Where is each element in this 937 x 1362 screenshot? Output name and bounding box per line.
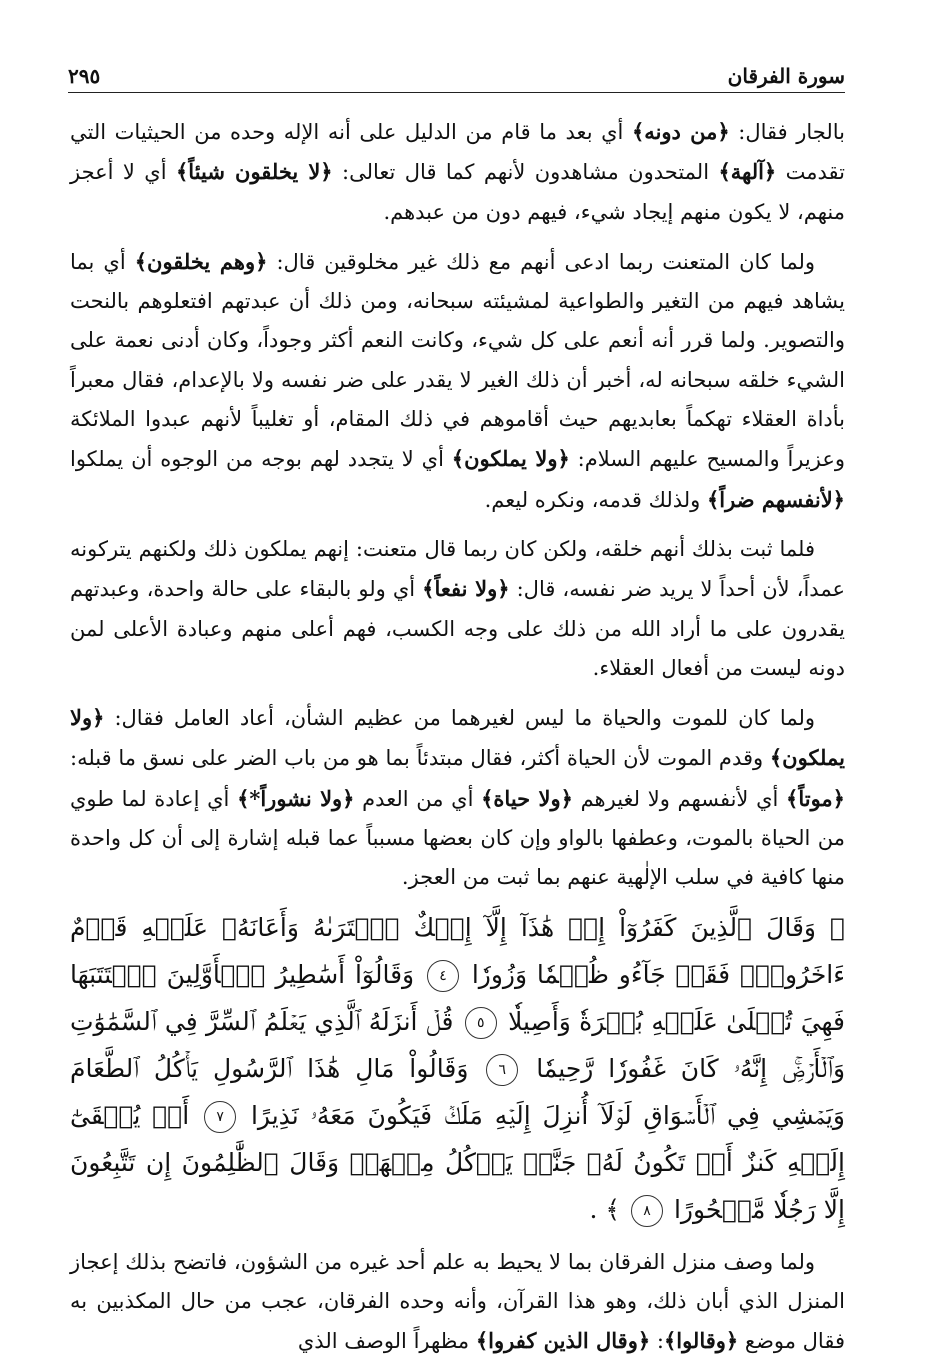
verse-8: أَوۡ يُلۡقَىٰٓ إِلَيۡهِ كَنزٌ أَوۡ تَكُونُ لَهُۥ جَنَّةٞ يَأۡكُلُ مِنۡهَاۚ وَقَالَ ٱلظَّٰلِمُونَ إِن تَتَّبِعُونَ إِلَّا رَجُلٗا مَّسۡحُورًا bbox=[70, 1100, 845, 1224]
paragraph-3 bbox=[70, 530, 845, 688]
quran-quote: ﴿ولا حياة﴾ bbox=[481, 785, 573, 811]
page-header bbox=[68, 58, 845, 93]
quran-quote: ﴿لأنفسهم ضراً﴾ bbox=[706, 486, 845, 512]
verse-number-8: ٨ bbox=[631, 1195, 663, 1227]
text: ولما كان للموت والحياة ما ليس لغيرهما من عظيم الشأن، أعاد العامل فقال: bbox=[104, 706, 815, 731]
text: وقدم الموت لأن الحياة أكثر، فقال مبتدئاً بما هو من باب الضر على نسق ما قبله: bbox=[70, 746, 770, 771]
text: أي بعد ما قام من الدليل على أنه الإله وحده من الحيثيات التي تقدمت bbox=[70, 120, 846, 185]
surah-title: سورة الفرقان bbox=[727, 64, 845, 88]
quran-quote: ﴿وقالوا﴾ bbox=[663, 1328, 739, 1354]
paragraph-5 bbox=[70, 1243, 845, 1362]
verse-4: وَقَالَ ٱلَّذِينَ كَفَرُوٓاْ إِنۡ هَٰذَآ إِلَّآ إِفۡكٌ ٱفۡتَرَىٰهُ وَأَعَانَهُۥ عَلَيۡهِ قَوۡمٌ ءَاخَرُونَۖ فَقَدۡ جَآءُو ظُلۡمٗا وَزُورٗا bbox=[70, 912, 845, 989]
text: : bbox=[650, 1329, 664, 1354]
text: أي لأنفسهم ولا لغيرهم bbox=[572, 786, 787, 811]
verse-7: وَقَالُواْ مَالِ هَٰذَا ٱلرَّسُولِ يَأۡكُلُ ٱلطَّعَامَ وَيَمۡشِي فِي ٱلۡأَسۡوَاقِ لَوۡلَآ أُنزِلَ إِلَيۡهِ مَلَكٞ فَيَكُونَ مَعَهُۥ نَذِيرًا bbox=[70, 1053, 845, 1130]
paragraph-4 bbox=[70, 698, 845, 897]
text: بالجار فقال: bbox=[729, 120, 845, 144]
verse-number-5: ٥ bbox=[465, 1007, 497, 1039]
verse-number-7: ٧ bbox=[204, 1101, 236, 1133]
verse-6: قُلۡ أَنزَلَهُ ٱلَّذِي يَعۡلَمُ ٱلسِّرَّ فِي ٱلسَّمَٰوَٰتِ وَٱلۡأَرۡضِۚ إِنَّهُۥ كَانَ غَفُورٗا رَّحِيمٗا bbox=[70, 1006, 846, 1083]
text: أي من العدم bbox=[354, 786, 482, 811]
quran-quote: ﴿ولا يملكون﴾ bbox=[70, 705, 845, 771]
text: أي لا أعجز منهم، لا يكون منهم إيجاد شيء، فيهم دون من عبدهم. bbox=[70, 160, 845, 224]
text: أي لا يتجدد لهم بوجه من الوجوه أن يملكوا bbox=[70, 447, 452, 472]
text: ولما كان المتعنت ربما ادعى أنهم مع ذلك غير مخلوقين قال: bbox=[267, 249, 816, 274]
text: مظهراً الوصف الذي bbox=[297, 1329, 476, 1354]
text: أي إعادة لما طوي من الحياة بالموت، وعطفها بالواو وإن كان بعضها مسبباً عما قبله إشارة إلى أن كل واحدة منها كافية في سلب الإلٰهية عنهم بما ثبت من العجز. bbox=[70, 786, 845, 890]
text: ولما وصف منزل الفرقان بما لا يحيط به علم أحد غيره من الشؤون، فاتضح بذلك إعجاز المنزل الذي أبان ذلك، وهو هذا القرآن، وأنه وحده الفرقان، عجب من حال المكذبين به فقال موضع bbox=[70, 1249, 845, 1354]
paragraph-1 bbox=[70, 112, 845, 232]
quran-quote: ﴿ولا نشوراً*﴾ bbox=[237, 785, 355, 811]
ornate-bracket-open: ﴿ bbox=[829, 912, 845, 942]
quran-quote: ﴿ولا يملكون﴾ bbox=[451, 446, 570, 472]
quran-quote: ﴿وهم يخلقون﴾ bbox=[134, 248, 268, 274]
text: فلما ثبت بذلك أنهم خلقه، ولكن كان ربما قال متعنت: إنهم يملكون ذلك ولكنهم يتركونه عمداً، لأن أحداً لا يريد ضر نفسه، قال: bbox=[70, 536, 845, 602]
text: أي بما يشاهد فيهم من التغير والطواعية لمشيئته سبحانه، ومن ذلك أن عبدتهم افتعلوهم بالنحت والتصوير. ولما قرر أنه أنعم على كل شيء، وكانت النعم أكثر وجوداً، وكان أدنى نعمة على الشيء خلقه سبحانه له، أخبر أن ذلك الغير لا يقدر على ضر نفسه ولا بالإعدام، فقال معبراً بأداة العقلاء تهكماً بعابديهم حيث أقاموهم في ذلك المقام، أو تغليباً لأنهم عبدوا الملائكة وعزيراً والمسيح عليهم السلام: bbox=[70, 249, 845, 472]
quran-quote: ﴿موتاً﴾ bbox=[786, 785, 845, 811]
quran-quote: ﴿من دونه﴾ bbox=[632, 119, 730, 144]
quran-quote: ﴿ولا نفعاً﴾ bbox=[422, 576, 510, 602]
quran-quote: ﴿وقال الذين كفروا﴾ bbox=[475, 1328, 651, 1354]
verse-5: وَقَالُوٓاْ أَسَٰطِيرُ ٱلۡأَوَّلِينَ ٱكۡتَتَبَهَا فَهِيَ تُمۡلَىٰ عَلَيۡهِ بُكۡرَةٗ وَأَصِيلٗا bbox=[70, 959, 846, 1036]
page-number: ٢٩٥ bbox=[68, 64, 101, 88]
text: ولذلك قدمه، ونكره ليعم. bbox=[484, 487, 707, 512]
quran-verses-block bbox=[70, 904, 845, 1233]
paragraph-2 bbox=[70, 242, 845, 520]
quran-quote: ﴿آلهة﴾ bbox=[718, 159, 777, 185]
ornate-bracket-close: ﴾ . bbox=[589, 1194, 621, 1224]
page-body bbox=[70, 112, 845, 1362]
verse-number-4: ٤ bbox=[427, 960, 459, 992]
verse-number-6: ٦ bbox=[486, 1054, 518, 1086]
quran-quote: ﴿لا يخلقون شيئاً﴾ bbox=[176, 159, 333, 185]
text: أي ولو بالبقاء على حالة واحدة، وعبدتهم يقدرون على ما أراد الله من ذلك على وجه الكسب، فهم أعلى منهم وعبادة الأعلى لمن دونه ليست من أفعال العقلاء. bbox=[70, 577, 845, 680]
text: المتحدون مشاهدون لأنهم كما قال تعالى: bbox=[332, 160, 719, 185]
